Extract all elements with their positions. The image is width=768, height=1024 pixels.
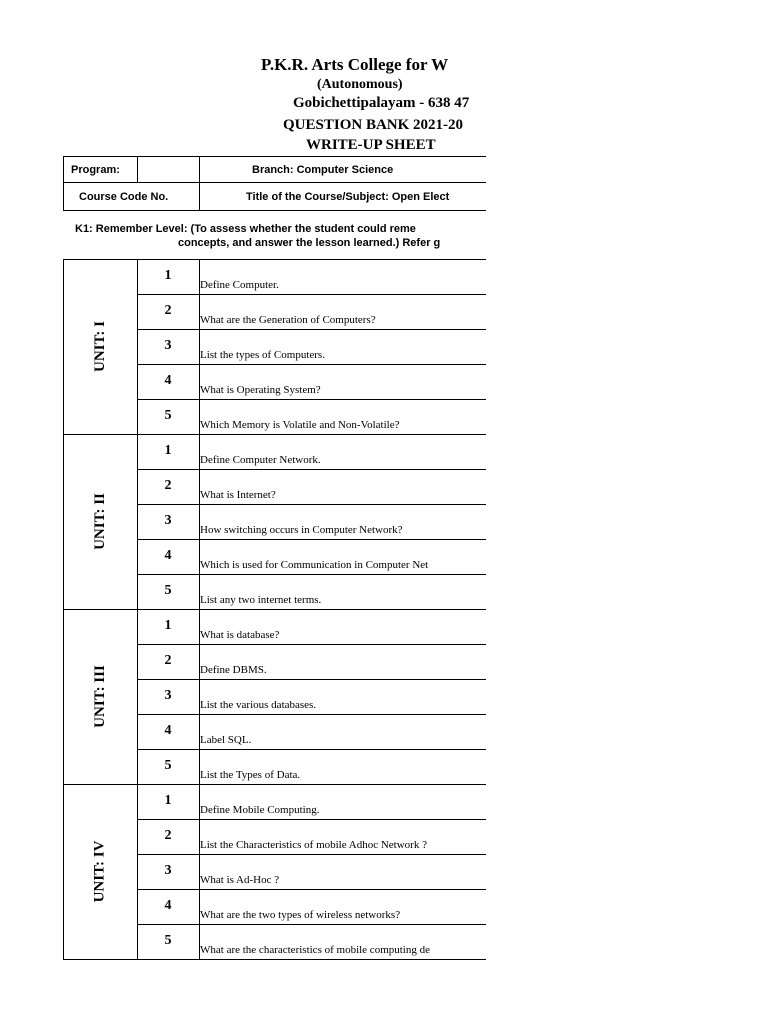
- row-separator: [137, 364, 486, 365]
- question-text: Define DBMS.: [200, 664, 267, 676]
- question-text: List the Types of Data.: [200, 769, 301, 781]
- question-text: List the Characteristics of mobile Adhoc Network ?: [200, 839, 427, 851]
- question-number: 2: [164, 478, 172, 493]
- row-separator: [137, 469, 486, 470]
- k1-line-1: K1: Remember Level: (To assess whether the student could reme: [75, 223, 416, 235]
- unit-label: [63, 609, 137, 784]
- row-separator: [137, 679, 486, 680]
- question-number: 2: [164, 828, 172, 843]
- question-text: What is Internet?: [200, 489, 276, 501]
- course-title-label: Title of the Course/Subject: Open Elect: [246, 190, 450, 203]
- unit-label: [63, 784, 137, 959]
- question-text: What are the Generation of Computers?: [200, 314, 376, 326]
- program-cell: [63, 156, 138, 183]
- k1-line-2: concepts, and answer the lesson learned.) Refer g: [178, 237, 441, 249]
- row-separator: [137, 749, 486, 750]
- row-separator: [137, 714, 486, 715]
- question-number: 1: [164, 618, 172, 633]
- program-label: Program:: [71, 163, 120, 176]
- question-text: List the various databases.: [200, 699, 317, 711]
- unit-label-text: UNIT: I: [91, 321, 108, 372]
- question-text: Label SQL.: [200, 734, 252, 746]
- table-border-bottom: [63, 959, 486, 960]
- question-number: 3: [164, 688, 172, 703]
- row-separator: [137, 854, 486, 855]
- course-title-cell: [199, 182, 486, 211]
- row-separator: [137, 644, 486, 645]
- unit-label: [63, 259, 137, 434]
- question-text: Which Memory is Volatile and Non-Volatile?: [200, 419, 400, 431]
- question-number: 4: [164, 373, 172, 388]
- course-code-cell: [63, 182, 200, 211]
- question-text: List any two internet terms.: [200, 594, 322, 606]
- unit-label: [63, 434, 137, 609]
- question-number: 4: [164, 723, 172, 738]
- question-number: 2: [164, 303, 172, 318]
- row-separator: [137, 819, 486, 820]
- question-text: Define Computer.: [200, 279, 279, 291]
- row-separator: [137, 924, 486, 925]
- question-text: What is database?: [200, 629, 280, 641]
- writeup-sheet-title: WRITE-UP SHEET: [306, 137, 436, 153]
- unit-label-text: UNIT: III: [91, 665, 108, 728]
- question-text: What is Operating System?: [200, 384, 321, 396]
- branch-cell: [199, 156, 486, 183]
- question-text: List the types of Computers.: [200, 349, 325, 361]
- question-bank-title: QUESTION BANK 2021-20: [283, 117, 464, 133]
- question-number: 3: [164, 338, 172, 353]
- row-separator: [137, 504, 486, 505]
- question-text: Which is used for Communication in Computer Net: [200, 559, 429, 571]
- question-text: How switching occurs in Computer Network?: [200, 524, 403, 536]
- question-number: 5: [164, 583, 172, 598]
- row-separator: [137, 294, 486, 295]
- question-text: Define Mobile Computing.: [200, 804, 320, 816]
- college-name: P.K.R. Arts College for W: [261, 55, 449, 74]
- row-separator: [137, 399, 486, 400]
- question-number: 5: [164, 408, 172, 423]
- autonomous-label: (Autonomous): [317, 77, 403, 92]
- question-number: 4: [164, 548, 172, 563]
- branch-label: Branch: Computer Science: [252, 163, 394, 176]
- course-code-label: Course Code No.: [79, 190, 169, 203]
- program-value-cell: [137, 156, 200, 183]
- question-number: 3: [164, 513, 172, 528]
- question-text: What are the characteristics of mobile computing de: [200, 944, 430, 956]
- row-separator: [137, 889, 486, 890]
- question-text: What are the two types of wireless networks?: [200, 909, 401, 921]
- unit-label-text: UNIT: IV: [91, 840, 108, 903]
- question-number: 2: [164, 653, 172, 668]
- unit-label-text: UNIT: II: [91, 493, 108, 550]
- question-number: 1: [164, 793, 172, 808]
- question-number: 5: [164, 758, 172, 773]
- row-separator: [137, 329, 486, 330]
- question-text: Define Computer Network.: [200, 454, 321, 466]
- question-number: 4: [164, 898, 172, 913]
- row-separator: [137, 539, 486, 540]
- question-number: 5: [164, 933, 172, 948]
- question-number: 3: [164, 863, 172, 878]
- question-number: 1: [164, 268, 172, 283]
- college-address: Gobichettipalayam - 638 47: [293, 95, 470, 111]
- row-separator: [137, 574, 486, 575]
- k1-instruction: [75, 222, 440, 250]
- question-text: What is Ad-Hoc ?: [200, 874, 280, 886]
- question-number: 1: [164, 443, 172, 458]
